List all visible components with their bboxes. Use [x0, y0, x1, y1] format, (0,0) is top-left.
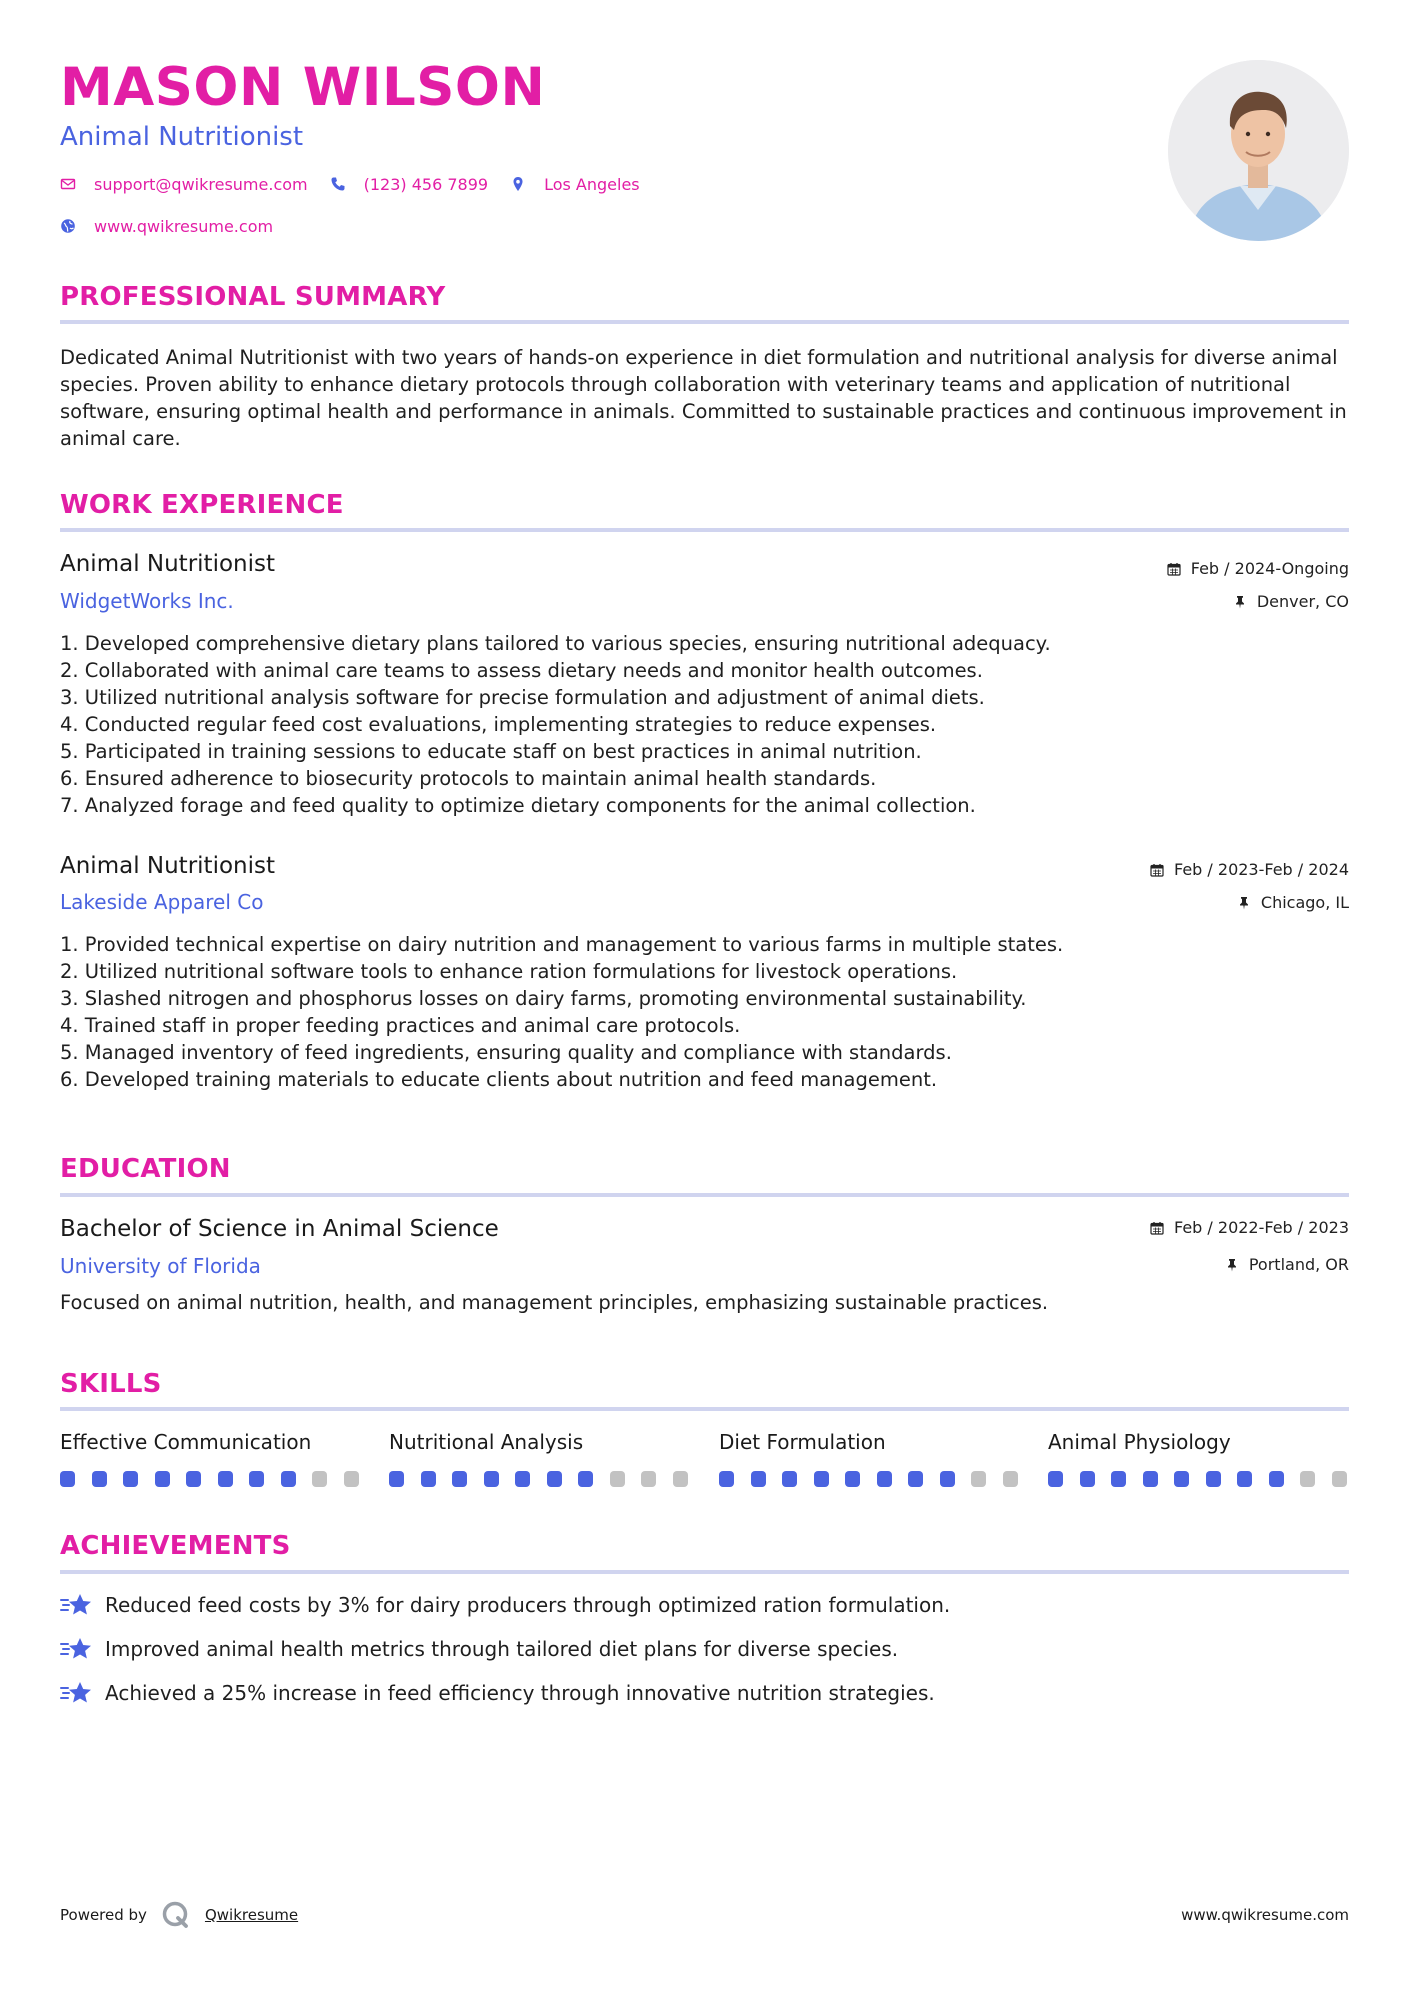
education-dates-text: Feb / 2022-Feb / 2023 [1174, 1218, 1349, 1237]
list-item: 3. Utilized nutritional analysis software for precise formulation and adjustment of animal diets. [60, 686, 985, 709]
contact-row-2 [60, 214, 273, 238]
profile-photo [1168, 60, 1349, 241]
rating-dot-filled [751, 1471, 766, 1487]
skill-name: Nutritional Analysis [389, 1430, 584, 1454]
skill-item [389, 1429, 689, 1455]
achievement-text: Improved animal health metrics through tailored diet plans for diverse species. [105, 1637, 899, 1661]
job-dates-text: Feb / 2024-Ongoing [1190, 559, 1349, 578]
education-location-text: Portland, OR [1248, 1255, 1349, 1274]
skill-rating [719, 1471, 1034, 1487]
section-divider [60, 320, 1349, 324]
star-icon [60, 1679, 94, 1707]
contact-website[interactable] [60, 217, 273, 236]
list-item: 2. Collaborated with animal care teams to assess dietary needs and monitor health outcomes. [60, 659, 983, 682]
candidate-name: MASON WILSON [60, 57, 546, 118]
rating-dot-filled [1048, 1471, 1063, 1487]
rating-dot-empty [641, 1471, 656, 1487]
rating-dot-filled [1174, 1471, 1189, 1487]
job-dates [1167, 559, 1349, 579]
rating-dot-empty [673, 1471, 688, 1487]
portrait-image [1168, 60, 1349, 241]
rating-dot-empty [312, 1471, 327, 1487]
rating-dot-filled [814, 1471, 829, 1487]
job-title: Animal Nutritionist [60, 853, 275, 879]
rating-dot-filled [719, 1471, 734, 1487]
list-item: 2. Utilized nutritional software tools to enhance ration formulations for livestock operations. [60, 960, 958, 983]
section-title-experience: WORK EXPERIENCE [60, 490, 344, 520]
calendar-icon [1150, 1221, 1164, 1235]
skill-name: Animal Physiology [1048, 1430, 1231, 1454]
candidate-role: Animal Nutritionist [60, 122, 304, 152]
section-divider [60, 528, 1349, 532]
calendar-icon [1150, 863, 1164, 877]
footer-website[interactable]: www.qwikresume.com [1181, 1906, 1349, 1924]
pushpin-icon [1237, 896, 1251, 910]
education-degree: Bachelor of Science in Animal Science [60, 1216, 499, 1242]
rating-dot-filled [60, 1471, 75, 1487]
footer-powered-by [60, 1900, 298, 1930]
map-pin-icon [510, 176, 526, 192]
achievement-item [60, 1635, 898, 1663]
education-dates [1150, 1218, 1349, 1238]
section-title-skills: SKILLS [60, 1369, 162, 1399]
skill-item [719, 1429, 1019, 1455]
list-item: 4. Conducted regular feed cost evaluations, implementing strategies to reduce expenses. [60, 713, 937, 736]
rating-dot-filled [218, 1471, 233, 1487]
rating-dot-filled [421, 1471, 436, 1487]
list-item: 1. Developed comprehensive dietary plans tailored to various species, ensuring nutritional adequacy. [60, 632, 1051, 655]
calendar-icon [1167, 562, 1181, 576]
section-title-achievements: ACHIEVEMENTS [60, 1531, 291, 1561]
contact-email[interactable] [60, 175, 308, 194]
list-item: 1. Provided technical expertise on dairy nutrition and management to various farms in multiple states. [60, 933, 1064, 956]
rating-dot-filled [940, 1471, 955, 1487]
section-divider [60, 1570, 1349, 1574]
rating-dot-filled [186, 1471, 201, 1487]
job-location-text: Chicago, IL [1260, 893, 1349, 912]
list-item: 6. Ensured adherence to biosecurity protocols to maintain animal health standards. [60, 767, 877, 790]
list-item: 5. Managed inventory of feed ingredients, ensuring quality and compliance with standards. [60, 1041, 952, 1064]
achievement-item [60, 1591, 950, 1619]
education-location [1225, 1255, 1349, 1275]
rating-dot-empty [1300, 1471, 1315, 1487]
star-icon [60, 1635, 94, 1663]
rating-dot-empty [610, 1471, 625, 1487]
rating-dot-empty [1003, 1471, 1018, 1487]
rating-dot-empty [344, 1471, 359, 1487]
globe-icon [60, 218, 76, 234]
skill-rating [1048, 1471, 1363, 1487]
envelope-icon [60, 176, 76, 192]
section-title-education: EDUCATION [60, 1154, 231, 1184]
education-school: University of Florida [60, 1254, 261, 1278]
location-text: Los Angeles [544, 174, 640, 194]
job-dates-text: Feb / 2023-Feb / 2024 [1174, 860, 1349, 879]
contact-phone[interactable] [330, 175, 488, 194]
phone-icon [330, 176, 346, 192]
powered-by-label: Powered by [60, 1906, 147, 1924]
rating-dot-filled [877, 1471, 892, 1487]
email-text: support@qwikresume.com [94, 174, 308, 194]
skill-name: Effective Communication [60, 1430, 312, 1454]
skill-rating [60, 1471, 375, 1487]
rating-dot-filled [123, 1471, 138, 1487]
rating-dot-filled [92, 1471, 107, 1487]
qwikresume-link[interactable]: Qwikresume [204, 1906, 299, 1924]
section-divider [60, 1193, 1349, 1197]
skill-name: Diet Formulation [719, 1430, 886, 1454]
job-dates [1150, 860, 1349, 880]
rating-dot-filled [1206, 1471, 1221, 1487]
job-location-text: Denver, CO [1256, 592, 1349, 611]
rating-dot-filled [845, 1471, 860, 1487]
job-bullets [60, 931, 1349, 1093]
rating-dot-filled [1237, 1471, 1252, 1487]
website-text: www.qwikresume.com [94, 216, 274, 236]
star-icon [60, 1591, 94, 1619]
rating-dot-filled [1080, 1471, 1095, 1487]
rating-dot-filled [1143, 1471, 1158, 1487]
rating-dot-filled [547, 1471, 562, 1487]
list-item: 7. Analyzed forage and feed quality to optimize dietary components for the animal collection. [60, 794, 976, 817]
job-location [1237, 893, 1349, 913]
section-title-summary: PROFESSIONAL SUMMARY [60, 282, 446, 312]
job-location [1233, 592, 1349, 612]
rating-dot-filled [389, 1471, 404, 1487]
qwikresume-logo-icon [161, 1900, 191, 1930]
rating-dot-empty [971, 1471, 986, 1487]
skill-item [60, 1429, 360, 1455]
achievement-text: Reduced feed costs by 3% for dairy producers through optimized ration formulation. [105, 1593, 951, 1617]
pushpin-icon [1233, 595, 1247, 609]
job-title: Animal Nutritionist [60, 551, 275, 577]
rating-dot-filled [908, 1471, 923, 1487]
skill-rating [389, 1471, 704, 1487]
achievement-text: Achieved a 25% increase in feed efficiency through innovative nutrition strategies. [105, 1681, 935, 1705]
contact-row [60, 172, 662, 196]
rating-dot-filled [249, 1471, 264, 1487]
list-item: 5. Participated in training sessions to educate staff on best practices in animal nutrition. [60, 740, 922, 763]
job-bullets [60, 630, 1349, 819]
rating-dot-filled [1269, 1471, 1284, 1487]
job-company: Lakeside Apparel Co [60, 890, 264, 914]
achievement-item [60, 1679, 935, 1707]
phone-text: (123) 456 7899 [363, 174, 489, 194]
job-company: WidgetWorks Inc. [60, 589, 234, 613]
rating-dot-filled [782, 1471, 797, 1487]
rating-dot-filled [281, 1471, 296, 1487]
list-item: 6. Developed training materials to educate clients about nutrition and feed management. [60, 1068, 938, 1091]
rating-dot-filled [515, 1471, 530, 1487]
section-divider [60, 1407, 1349, 1411]
rating-dot-filled [1111, 1471, 1126, 1487]
contact-location [510, 175, 640, 194]
skill-item [1048, 1429, 1348, 1455]
rating-dot-empty [1332, 1471, 1347, 1487]
rating-dot-filled [452, 1471, 467, 1487]
list-item: 4. Trained staff in proper feeding practices and animal care protocols. [60, 1014, 741, 1037]
rating-dot-filled [484, 1471, 499, 1487]
summary-text: Dedicated Animal Nutritionist with two years of hands-on experience in diet formulation and nutritional analysis for diverse animal species. Proven ability to enhance dietary protocols through collaboration with veterinary teams and application of nutritional software, ensuring optimal health and performance in animals. Committed to sustainable practices and continuous improvement in animal care. [60, 346, 1347, 450]
rating-dot-filled [578, 1471, 593, 1487]
list-item: 3. Slashed nitrogen and phosphorus losses on dairy farms, promoting environmental sustainability. [60, 987, 1027, 1010]
education-description: Focused on animal nutrition, health, and management principles, emphasizing sustainable practices. [60, 1291, 1049, 1314]
rating-dot-filled [155, 1471, 170, 1487]
pushpin-icon [1225, 1258, 1239, 1272]
